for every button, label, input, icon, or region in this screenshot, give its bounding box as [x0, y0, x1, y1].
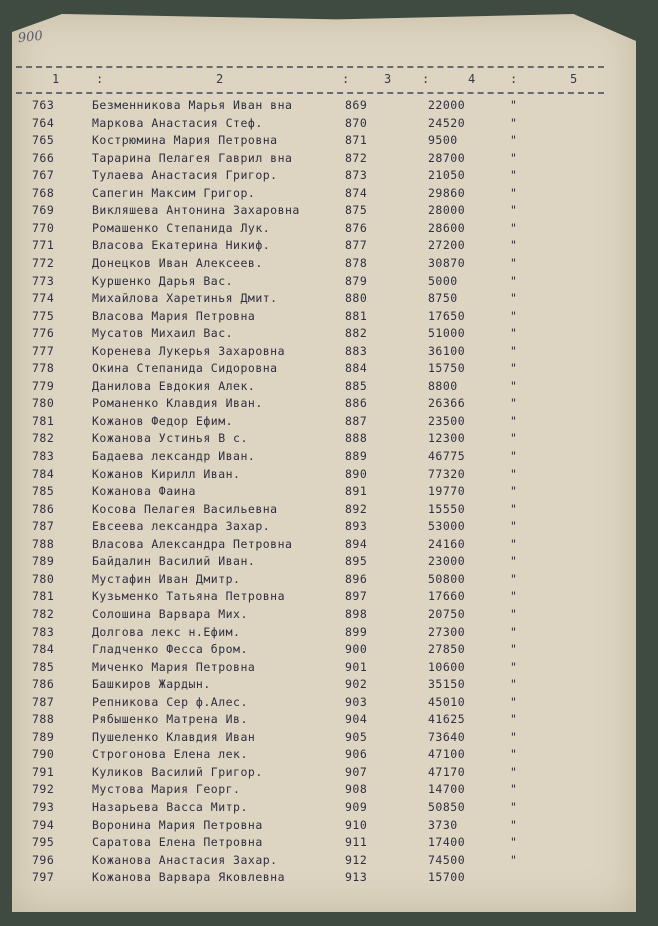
- table-row: [0, 484, 624, 502]
- table-row: [0, 730, 624, 748]
- row-col-4: 19770: [428, 484, 466, 499]
- row-col-4: 28700: [428, 150, 466, 165]
- row-col-3: 871: [345, 133, 368, 148]
- row-name: Окина Степанида Сидоровна: [92, 361, 278, 376]
- row-name: Гладченко Фесса бром.: [92, 642, 248, 657]
- row-col-5: ": [510, 115, 518, 130]
- row-number: 778: [32, 361, 55, 376]
- row-col-3: 886: [345, 396, 368, 411]
- row-col-4: 14700: [428, 782, 466, 797]
- row-col-4: 51000: [428, 326, 466, 341]
- row-col-3: 887: [345, 413, 368, 428]
- row-col-3: 874: [345, 185, 368, 200]
- row-col-4: 17660: [428, 589, 466, 604]
- row-col-3: 905: [345, 729, 368, 744]
- table-row: [0, 607, 624, 625]
- row-number: 797: [32, 870, 55, 885]
- header-rule-bottom: [16, 92, 604, 94]
- row-name: Рябышенко Матрена Ив.: [92, 712, 248, 727]
- row-name: Долгова лекс н.Ефим.: [92, 624, 241, 639]
- row-name: Башкиров Жардын.: [92, 677, 211, 692]
- row-col-4: 23000: [428, 554, 466, 569]
- row-col-5: ": [510, 571, 518, 586]
- row-col-4: 73640: [428, 729, 466, 744]
- table-row: [0, 695, 624, 713]
- row-name: Кожанов Федор Ефим.: [92, 413, 234, 428]
- table-row: [0, 414, 624, 432]
- row-name: Власова Мария Петровна: [92, 308, 256, 323]
- row-col-3: 895: [345, 554, 368, 569]
- row-name: Власова Александра Петровна: [92, 536, 293, 551]
- row-col-4: 15750: [428, 361, 466, 376]
- row-number: 781: [32, 413, 55, 428]
- table-row: [0, 818, 624, 836]
- row-col-3: 910: [345, 817, 368, 832]
- row-col-5: ": [510, 764, 518, 779]
- row-number: 786: [32, 501, 55, 516]
- row-name: Сапегин Максим Григор.: [92, 185, 256, 200]
- table-row: [0, 572, 624, 590]
- header-col-2: 2: [216, 72, 224, 86]
- row-number: 775: [32, 308, 55, 323]
- row-name: Викляшева Антонина Захаровна: [92, 203, 300, 218]
- row-name: Строгонова Елена лек.: [92, 747, 248, 762]
- row-col-5: ": [510, 396, 518, 411]
- row-name: Воронина Мария Петровна: [92, 817, 263, 832]
- row-col-4: 5000: [428, 273, 458, 288]
- row-col-4: 47170: [428, 764, 466, 779]
- row-name: Михайлова Харетинья Дмит.: [92, 291, 278, 306]
- table-row: [0, 519, 624, 537]
- row-col-5: ": [510, 431, 518, 446]
- row-name: Байдалин Василий Иван.: [92, 554, 256, 569]
- row-name: Данилова Евдокия Алек.: [92, 378, 256, 393]
- row-number: 793: [32, 800, 55, 814]
- row-name: Кузьменко Татьяна Петровна: [92, 589, 286, 604]
- row-number: 763: [32, 98, 55, 112]
- table-row: [0, 554, 624, 572]
- row-col-3: 879: [345, 273, 368, 288]
- row-col-3: 900: [345, 642, 368, 657]
- row-col-4: 9500: [428, 133, 458, 148]
- row-name: Кожанова Устинья В с.: [92, 431, 248, 446]
- row-col-5: ": [510, 642, 518, 657]
- table-row: [0, 853, 624, 871]
- row-col-4: 15700: [428, 870, 466, 885]
- table-row: [0, 291, 624, 309]
- row-col-5: ": [510, 220, 518, 235]
- row-col-5: ": [510, 255, 518, 270]
- table-row: [0, 274, 624, 292]
- row-col-4: 28600: [428, 220, 466, 235]
- row-col-4: 8800: [428, 378, 458, 393]
- row-number: 780: [32, 396, 55, 411]
- row-col-3: 878: [345, 255, 368, 270]
- row-col-3: 869: [345, 98, 368, 112]
- row-col-5: ": [510, 133, 518, 148]
- row-number: 794: [32, 817, 55, 832]
- row-number: 789: [32, 729, 55, 744]
- row-number: 779: [32, 378, 55, 393]
- row-col-5: ": [510, 501, 518, 516]
- table-row: [0, 151, 624, 169]
- row-col-3: 892: [345, 501, 368, 516]
- row-col-3: 893: [345, 519, 368, 534]
- table-row: [0, 186, 624, 204]
- row-col-3: 883: [345, 343, 368, 358]
- row-number: 790: [32, 747, 55, 762]
- row-col-4: 17650: [428, 308, 466, 323]
- row-name: Бадаева лександр Иван.: [92, 449, 256, 463]
- row-number: 768: [32, 185, 55, 200]
- row-name: Безменникова Марья Иван вна: [92, 98, 293, 112]
- row-name: Кожанов Кирилл Иван.: [92, 466, 241, 481]
- row-col-4: 50800: [428, 571, 466, 586]
- row-name: Ромашенко Степанида Лук.: [92, 220, 271, 235]
- row-col-4: 21050: [428, 168, 466, 183]
- row-col-3: 912: [345, 852, 368, 867]
- row-col-5: ": [510, 343, 518, 358]
- row-number: 785: [32, 484, 55, 499]
- table-row: [0, 642, 624, 660]
- row-col-5: ": [510, 800, 518, 814]
- row-col-5: ": [510, 98, 518, 112]
- row-col-4: 50850: [428, 800, 466, 814]
- row-col-5: ": [510, 238, 518, 253]
- row-col-3: 870: [345, 115, 368, 130]
- row-col-5: ": [510, 326, 518, 341]
- header-col-1: 1: [52, 72, 60, 86]
- row-name: Кожанова Фаина: [92, 484, 196, 499]
- header-sep-4: :: [510, 72, 518, 86]
- row-col-4: 22000: [428, 98, 466, 112]
- row-col-5: ": [510, 852, 518, 867]
- row-name: Куликов Василий Григор.: [92, 764, 263, 779]
- header-rule-top: [16, 66, 604, 68]
- table-row: [0, 625, 624, 643]
- row-name: Косова Пелагея Васильевна: [92, 501, 278, 516]
- row-col-4: 46775: [428, 449, 466, 463]
- row-col-5: ": [510, 712, 518, 727]
- row-col-4: 24520: [428, 115, 466, 130]
- table-row: [0, 835, 624, 853]
- row-col-5: ": [510, 273, 518, 288]
- row-number: 766: [32, 150, 55, 165]
- row-col-3: 894: [345, 536, 368, 551]
- row-name: Коренева Лукерья Захаровна: [92, 343, 286, 358]
- table-row: [0, 256, 624, 274]
- row-name: Мустафин Иван Дмитр.: [92, 571, 241, 586]
- row-col-3: 875: [345, 203, 368, 218]
- table-row: [0, 203, 624, 221]
- row-name: Романенко Клавдия Иван.: [92, 396, 263, 411]
- row-name: Саратова Елена Петровна: [92, 835, 263, 850]
- row-col-4: 23500: [428, 413, 466, 428]
- table-row: [0, 221, 624, 239]
- row-name: Маркова Анастасия Стеф.: [92, 115, 263, 130]
- row-col-5: ": [510, 624, 518, 639]
- row-number: 772: [32, 255, 55, 270]
- row-name: Пушеленко Клавдия Иван: [92, 729, 256, 744]
- row-number: 783: [32, 624, 55, 639]
- table-row: [0, 326, 624, 344]
- row-col-3: 913: [345, 870, 368, 885]
- row-name: Мустова Мария Георг.: [92, 782, 241, 797]
- row-col-4: 28000: [428, 203, 466, 218]
- row-col-4: 20750: [428, 606, 466, 621]
- row-name: Репникова Сер ф.Алес.: [92, 694, 248, 709]
- table-row: [0, 765, 624, 783]
- row-col-5: ": [510, 554, 518, 569]
- row-number: 774: [32, 291, 55, 306]
- row-col-4: 3730: [428, 817, 458, 832]
- table-row: [0, 660, 624, 678]
- row-number: 787: [32, 519, 55, 534]
- row-number: 765: [32, 133, 55, 148]
- table-row: [0, 98, 624, 116]
- row-col-5: ": [510, 747, 518, 762]
- row-col-5: ": [510, 659, 518, 674]
- row-name: Тарарина Пелагея Гаврил вна: [92, 150, 293, 165]
- row-col-3: 898: [345, 606, 368, 621]
- row-number: 783: [32, 449, 55, 463]
- header-sep-1: :: [96, 72, 104, 86]
- row-number: 769: [32, 203, 55, 218]
- row-number: 784: [32, 642, 55, 657]
- row-number: 782: [32, 606, 55, 621]
- row-col-5: ": [510, 150, 518, 165]
- header-sep-2: :: [342, 72, 350, 86]
- row-col-5: ": [510, 536, 518, 551]
- row-col-4: 30870: [428, 255, 466, 270]
- row-number: 785: [32, 659, 55, 674]
- row-col-4: 8750: [428, 291, 458, 306]
- row-col-5: ": [510, 782, 518, 797]
- row-col-5: ": [510, 589, 518, 604]
- header-col-5: 5: [570, 72, 578, 86]
- row-col-3: 896: [345, 571, 368, 586]
- row-number: 796: [32, 852, 55, 867]
- pencil-page-number: 900: [17, 28, 44, 47]
- row-number: 789: [32, 554, 55, 569]
- row-col-5: ": [510, 694, 518, 709]
- table-row: [0, 133, 624, 151]
- row-number: 786: [32, 677, 55, 692]
- header-col-4: 4: [468, 72, 476, 86]
- header-col-3: 3: [384, 72, 392, 86]
- row-number: 791: [32, 764, 55, 779]
- row-name: Миченко Мария Петровна: [92, 659, 256, 674]
- row-name: Евсеева лександра Захар.: [92, 519, 271, 534]
- row-col-4: 27850: [428, 642, 466, 657]
- row-col-5: ": [510, 203, 518, 218]
- row-col-4: 15550: [428, 501, 466, 516]
- row-number: 771: [32, 238, 55, 253]
- row-number: 764: [32, 115, 55, 130]
- row-col-5: ": [510, 677, 518, 692]
- row-name: Солошина Варвара Мих.: [92, 606, 248, 621]
- row-number: 784: [32, 466, 55, 481]
- row-col-5: ": [510, 378, 518, 393]
- row-col-4: 17400: [428, 835, 466, 850]
- row-col-4: 26366: [428, 396, 466, 411]
- row-col-5: ": [510, 413, 518, 428]
- table-row: [0, 467, 624, 485]
- row-col-4: 53000: [428, 519, 466, 534]
- table-row: [0, 168, 624, 186]
- row-col-3: 904: [345, 712, 368, 727]
- row-col-5: ": [510, 168, 518, 183]
- row-col-3: 885: [345, 378, 368, 393]
- row-col-3: 880: [345, 291, 368, 306]
- table-row: [0, 677, 624, 695]
- table-row: [0, 309, 624, 327]
- row-col-4: 45010: [428, 694, 466, 709]
- row-number: 788: [32, 536, 55, 551]
- row-col-3: 877: [345, 238, 368, 253]
- row-col-4: 27300: [428, 624, 466, 639]
- row-col-3: 873: [345, 168, 368, 183]
- table-row: [0, 589, 624, 607]
- row-number: 792: [32, 782, 55, 797]
- row-name: Кострюмина Мария Петровна: [92, 133, 278, 148]
- row-name: Тулаева Анастасия Григор.: [92, 168, 278, 183]
- row-col-3: 906: [345, 747, 368, 762]
- row-number: 777: [32, 343, 55, 358]
- row-col-4: 35150: [428, 677, 466, 692]
- row-col-5: ": [510, 519, 518, 534]
- row-name: Мусатов Михаил Вас.: [92, 326, 234, 341]
- row-name: Донецков Иван Алексеев.: [92, 255, 263, 270]
- table-row: [0, 361, 624, 379]
- row-col-3: 891: [345, 484, 368, 499]
- row-col-3: 881: [345, 308, 368, 323]
- row-col-3: 908: [345, 782, 368, 797]
- row-number: 782: [32, 431, 55, 446]
- table-row: [0, 747, 624, 765]
- row-col-3: 903: [345, 694, 368, 709]
- row-col-5: ": [510, 729, 518, 744]
- row-number: 787: [32, 694, 55, 709]
- row-col-3: 890: [345, 466, 368, 481]
- row-col-5: ": [510, 361, 518, 376]
- row-number: 767: [32, 168, 55, 183]
- row-col-4: 47100: [428, 747, 466, 762]
- row-col-5: ": [510, 484, 518, 499]
- row-col-4: 36100: [428, 343, 466, 358]
- row-number: 773: [32, 273, 55, 288]
- row-col-5: ": [510, 308, 518, 323]
- table-row: [0, 116, 624, 134]
- table-row: [0, 396, 624, 414]
- row-name: Кожанова Варвара Яковлевна: [92, 870, 286, 885]
- row-col-3: 901: [345, 659, 368, 674]
- table-row: [0, 379, 624, 397]
- row-col-3: 899: [345, 624, 368, 639]
- row-col-3: 872: [345, 150, 368, 165]
- row-col-5: ": [510, 291, 518, 306]
- row-col-5: ": [510, 466, 518, 481]
- row-number: 788: [32, 712, 55, 727]
- row-number: 776: [32, 326, 55, 341]
- table-row: [0, 537, 624, 555]
- row-number: 795: [32, 835, 55, 850]
- row-name: Назарьева Васса Митр.: [92, 800, 248, 814]
- row-col-4: 12300: [428, 431, 466, 446]
- row-col-5: ": [510, 185, 518, 200]
- row-name: Куршенко Дарья Вас.: [92, 273, 234, 288]
- row-col-3: 897: [345, 589, 368, 604]
- row-col-4: 10600: [428, 659, 466, 674]
- header-sep-3: :: [422, 72, 430, 86]
- row-col-3: 907: [345, 764, 368, 779]
- row-col-4: 77320: [428, 466, 466, 481]
- row-col-4: 74500: [428, 852, 466, 867]
- row-col-3: 909: [345, 800, 368, 814]
- table-row: [0, 800, 624, 818]
- row-col-5: ": [510, 606, 518, 621]
- row-col-3: 888: [345, 431, 368, 446]
- table-row: [0, 870, 624, 888]
- table-row: [0, 344, 624, 362]
- row-name: Власова Екатерина Никиф.: [92, 238, 271, 253]
- row-col-3: 876: [345, 220, 368, 235]
- table-row: [0, 712, 624, 730]
- row-col-3: 884: [345, 361, 368, 376]
- table-row: [0, 449, 624, 467]
- row-col-3: 911: [345, 835, 368, 850]
- table-row: [0, 782, 624, 800]
- table-row: [0, 238, 624, 256]
- row-col-4: 24160: [428, 536, 466, 551]
- row-col-5: ": [510, 835, 518, 850]
- row-col-5: ": [510, 449, 518, 463]
- row-col-5: ": [510, 817, 518, 832]
- row-col-4: 27200: [428, 238, 466, 253]
- table-row: [0, 431, 624, 449]
- row-col-4: 29860: [428, 185, 466, 200]
- row-col-3: 889: [345, 449, 368, 463]
- row-col-3: 902: [345, 677, 368, 692]
- table-row: [0, 502, 624, 520]
- row-number: 770: [32, 220, 55, 235]
- row-name: Кожанова Анастасия Захар.: [92, 852, 278, 867]
- row-col-3: 882: [345, 326, 368, 341]
- row-number: 781: [32, 589, 55, 604]
- row-col-4: 41625: [428, 712, 466, 727]
- row-number: 780: [32, 571, 55, 586]
